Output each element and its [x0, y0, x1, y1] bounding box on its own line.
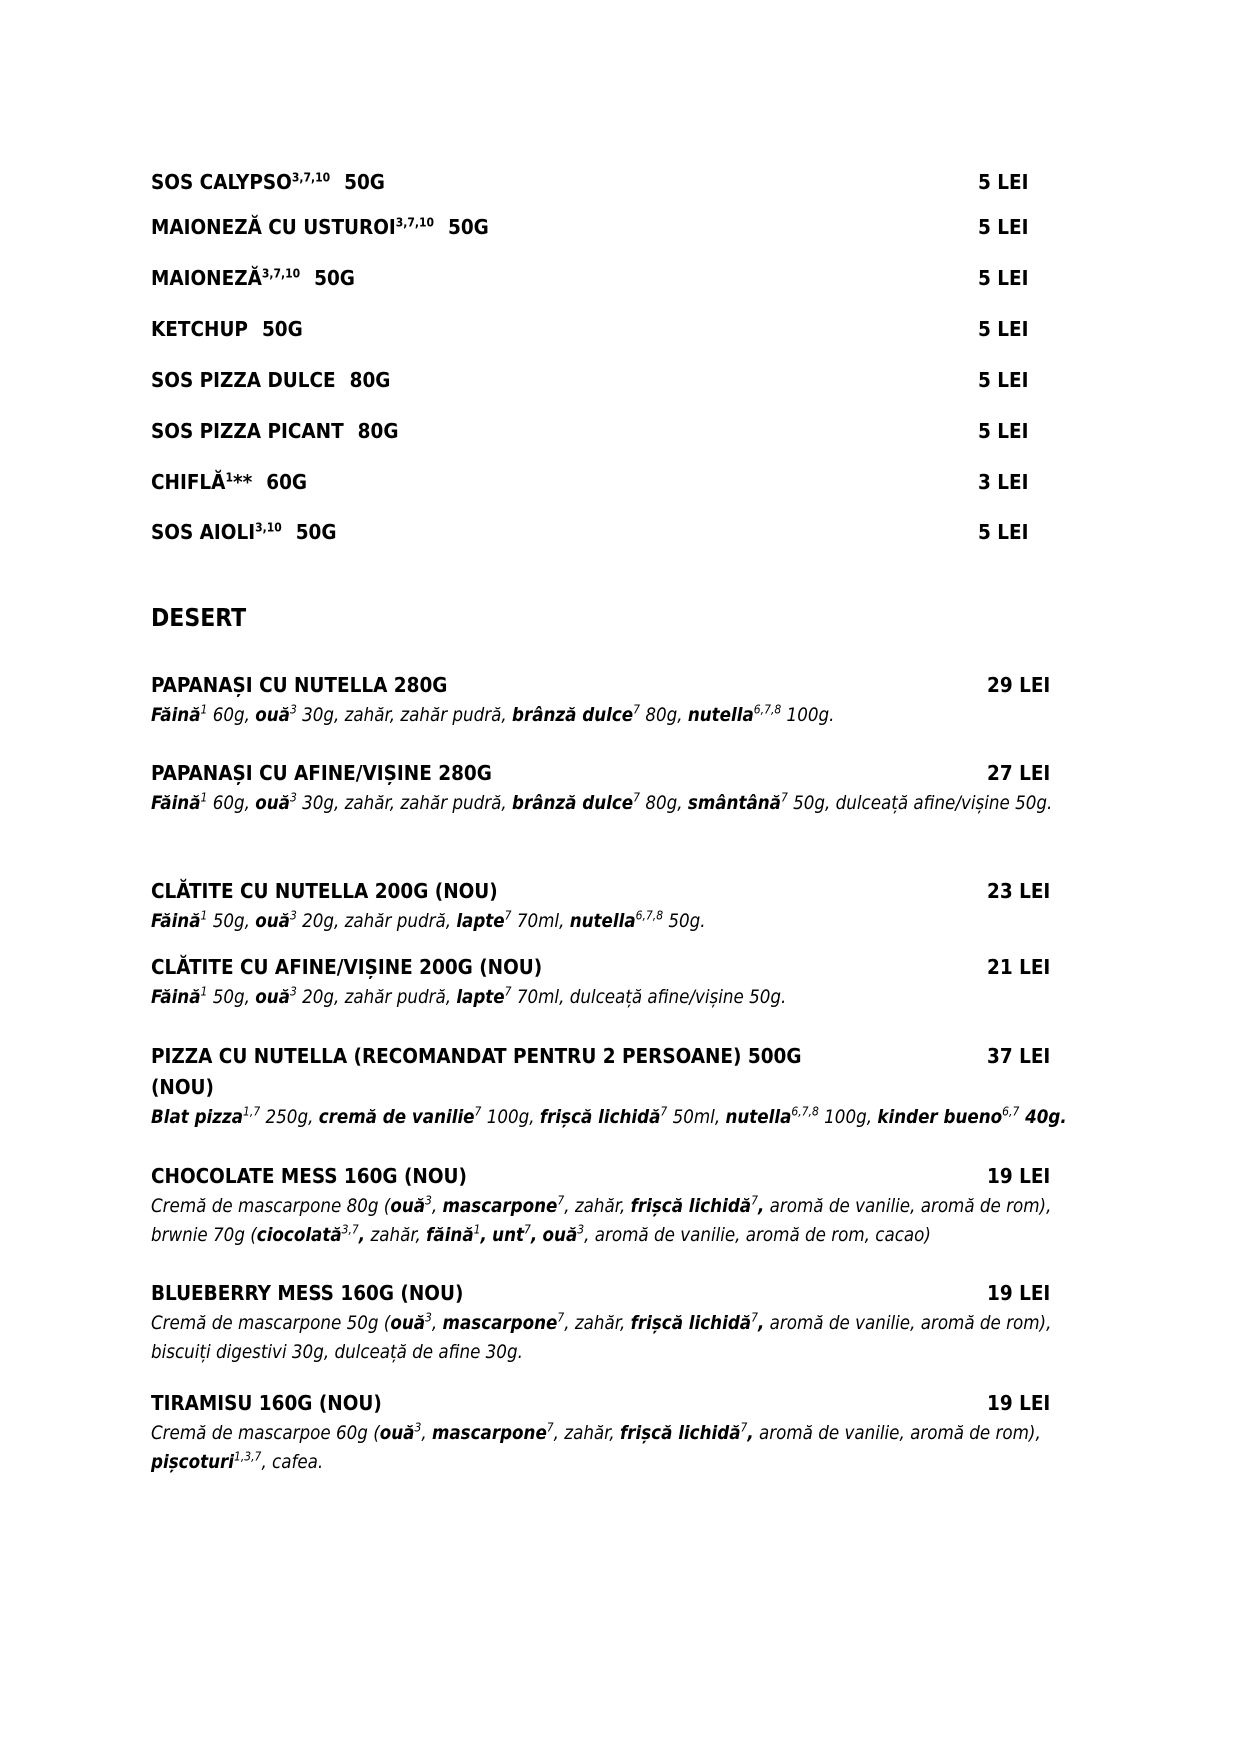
allergen-code: 3: [577, 1222, 585, 1237]
ingredient-text: 70ml,: [511, 911, 570, 932]
allergen-code: 6,7: [1002, 1104, 1020, 1119]
ingredient-allergen: ouă: [390, 1313, 426, 1334]
ingredient-text: ,: [431, 1313, 443, 1334]
ingredient-allergen: făină: [426, 1225, 474, 1246]
ingredient-allergen: ,: [530, 1225, 538, 1246]
ingredient-text: aromă de vanilie, aromă de rom),: [753, 1423, 1041, 1444]
dessert-price: 29 LEI: [987, 673, 1051, 697]
ingredient-text: aromă de vanilie, aromă de rom), brwnie 70g (: [151, 1196, 1052, 1246]
dessert-description: [151, 907, 1091, 936]
dessert-name: CLĂTITE CU NUTELLA 200G (NOU): [151, 879, 498, 903]
allergen-code: 7: [524, 1222, 531, 1237]
dessert-name-continued: (NOU): [151, 1075, 214, 1099]
ingredient-allergen: ouă: [542, 1225, 578, 1246]
ingredient-allergen: frișcă lichidă: [630, 1313, 752, 1334]
ingredient-allergen: ,: [757, 1196, 765, 1217]
allergen-code: 7: [780, 790, 788, 805]
ingredient-text: 80g,: [640, 793, 688, 814]
allergen-code: 7: [474, 1104, 482, 1119]
dessert-name: CLĂTITE CU AFINE/VIȘINE 200G (NOU): [151, 955, 543, 979]
ingredient-allergen: Făină: [151, 987, 201, 1008]
ingredient-allergen: ouă: [255, 705, 290, 726]
sauce-name: SOS PIZZA PICANT 80G: [151, 419, 399, 443]
sauce-name: SOS PIZZA DULCE 80G: [151, 368, 391, 392]
allergen-code: 7: [633, 702, 641, 717]
allergen-code: 3: [414, 1420, 422, 1435]
sauce-name: MAIONEZĂ$^{3,7,10}$ 50G: [151, 266, 355, 290]
ingredient-text: ,: [421, 1423, 432, 1444]
ingredient-text: 50g,: [207, 987, 256, 1008]
allergen-code: 7: [504, 984, 512, 999]
allergen-code: 6,7,8: [753, 702, 782, 717]
sauce-name: CHIFLĂ$^1$** 60G: [151, 470, 308, 494]
ingredient-allergen: ouă: [390, 1196, 426, 1217]
sauce-name: SOS CALYPSO$^{3,7,10}$ 50G: [151, 170, 385, 194]
sauce-price: 5 LEI: [978, 317, 1029, 341]
allergen-code: 7: [557, 1193, 565, 1208]
allergen-code: 3: [425, 1310, 432, 1325]
ingredient-allergen: Făină: [151, 911, 201, 932]
section-title-desert: DESERT: [151, 603, 247, 632]
allergen-code: 1: [200, 790, 208, 805]
ingredient-text: , zahăr,: [564, 1196, 631, 1217]
ingredient-text: zahăr,: [365, 1225, 427, 1246]
ingredient-allergen: smântână: [687, 793, 781, 814]
dessert-name: TIRAMISU 160G (NOU): [151, 1391, 382, 1415]
ingredient-allergen: mascarpone: [442, 1196, 558, 1217]
ingredient-text: 80g,: [640, 705, 688, 726]
ingredient-text: ,: [431, 1196, 443, 1217]
ingredient-text: 100g.: [781, 705, 835, 726]
allergen-code: 6,7,8: [791, 1104, 819, 1119]
ingredient-allergen: ,: [480, 1225, 487, 1246]
ingredient-allergen: nutella: [725, 1107, 792, 1128]
ingredient-text: , zahăr,: [564, 1313, 631, 1334]
ingredient-allergen: pișcoturi: [151, 1452, 234, 1473]
ingredient-text: Cremă de mascarpone 80g (: [151, 1196, 391, 1217]
allergen-code: 3: [289, 984, 297, 999]
dessert-name: CHOCOLATE MESS 160G (NOU): [151, 1164, 467, 1188]
allergen-code: 7: [633, 790, 641, 805]
allergen-code: 3: [289, 702, 297, 717]
ingredient-allergen: ,: [747, 1423, 754, 1444]
ingredient-allergen: Făină: [151, 793, 201, 814]
ingredient-text: 20g, zahăr pudră,: [296, 987, 457, 1008]
dessert-price: 19 LEI: [987, 1164, 1051, 1188]
sauce-price: 5 LEI: [978, 215, 1029, 239]
ingredient-text: 250g,: [260, 1107, 319, 1128]
ingredient-text: 60g,: [207, 705, 256, 726]
dessert-price: 27 LEI: [987, 761, 1051, 785]
dessert-name: PIZZA CU NUTELLA (RECOMANDAT PENTRU 2 PERSOANE) 500G: [151, 1044, 802, 1068]
ingredient-allergen: Făină: [151, 705, 201, 726]
allergen-code: 3: [425, 1193, 432, 1208]
ingredient-allergen: ciocolată: [256, 1225, 342, 1246]
dessert-description: [151, 789, 1091, 818]
ingredient-allergen: ouă: [255, 911, 290, 932]
dessert-name: PAPANAȘI CU AFINE/VIȘINE 280G: [151, 761, 492, 785]
ingredient-text: , aromă de vanilie, aromă de rom, cacao): [584, 1225, 931, 1246]
allergen-code: 1,3,7: [233, 1449, 262, 1464]
dessert-name: PAPANAȘI CU NUTELLA 280G: [151, 673, 448, 697]
allergen-code: 1,7: [243, 1104, 261, 1119]
allergen-code: 7: [504, 908, 512, 923]
ingredient-allergen: unt: [492, 1225, 524, 1246]
dessert-description: [151, 1419, 1091, 1477]
ingredient-text: 100g,: [818, 1107, 878, 1128]
allergen-code: 1: [200, 984, 208, 999]
dessert-description: [151, 1103, 1091, 1132]
allergen-code: 7: [751, 1310, 758, 1325]
dessert-price: 37 LEI: [987, 1044, 1051, 1068]
ingredient-text: 60g,: [207, 793, 256, 814]
sauce-name: MAIONEZĂ CU USTUROI$^{3,7,10}$ 50G: [151, 215, 489, 239]
allergen-code: 1: [473, 1222, 481, 1237]
sauce-price: 5 LEI: [978, 520, 1029, 544]
ingredient-text: 20g, zahăr pudră,: [296, 911, 457, 932]
allergen-code: 7: [740, 1420, 748, 1435]
dessert-name: BLUEBERRY MESS 160G (NOU): [151, 1281, 464, 1305]
ingredient-allergen: cremă de vanilie: [318, 1107, 475, 1128]
ingredient-allergen: frișcă lichidă: [619, 1423, 741, 1444]
ingredient-allergen: frișcă lichidă: [539, 1107, 661, 1128]
dessert-description: [151, 1309, 1091, 1367]
ingredient-text: , zahăr,: [553, 1423, 620, 1444]
ingredient-allergen: lapte: [456, 987, 505, 1008]
dessert-price: 23 LEI: [987, 879, 1051, 903]
ingredient-allergen: nutella: [569, 911, 636, 932]
ingredient-allergen: ouă: [255, 793, 290, 814]
sauce-price: 3 LEI: [978, 470, 1029, 494]
ingredient-allergen: 40g.: [1019, 1107, 1067, 1128]
allergen-code: 3: [289, 790, 297, 805]
sauce-name: SOS AIOLI$^{3,10}$ 50G: [151, 520, 337, 544]
ingredient-text: 50g.: [663, 911, 706, 932]
ingredient-allergen: mascarpone: [442, 1313, 558, 1334]
dessert-price: 19 LEI: [987, 1281, 1051, 1305]
ingredient-text: 50g,: [207, 911, 256, 932]
sauce-name: KETCHUP 50G: [151, 317, 303, 341]
ingredient-text: , cafea.: [261, 1452, 324, 1473]
allergen-code: 6,7,8: [635, 908, 664, 923]
ingredient-text: aromă de vanilie, aromă de rom), biscuiți digestivi 30g, dulceață de afine 30g.: [151, 1313, 1052, 1363]
allergen-code: 7: [660, 1104, 668, 1119]
allergen-code: 7: [546, 1420, 554, 1435]
ingredient-allergen: brânză dulce: [511, 793, 634, 814]
dessert-price: 19 LEI: [987, 1391, 1051, 1415]
ingredient-allergen: kinder bueno: [877, 1107, 1003, 1128]
allergen-code: 7: [751, 1193, 758, 1208]
ingredient-allergen: ,: [358, 1225, 366, 1246]
ingredient-allergen: nutella: [687, 705, 754, 726]
allergen-code: 1: [200, 908, 208, 923]
ingredient-allergen: mascarpone: [431, 1423, 547, 1444]
ingredient-allergen: frișcă lichidă: [630, 1196, 752, 1217]
ingredient-allergen: ,: [757, 1313, 765, 1334]
ingredient-text: Cremă de mascarpoe 60g (: [151, 1423, 380, 1444]
dessert-price: 21 LEI: [987, 955, 1051, 979]
ingredient-allergen: lapte: [456, 911, 505, 932]
ingredient-text: 50ml,: [667, 1107, 726, 1128]
ingredient-allergen: brânză dulce: [511, 705, 634, 726]
sauce-price: 5 LEI: [978, 266, 1029, 290]
dessert-description: [151, 983, 1091, 1012]
sauce-price: 5 LEI: [978, 419, 1029, 443]
ingredient-allergen: ouă: [379, 1423, 415, 1444]
ingredient-text: 50g, dulceață afine/vișine 50g.: [787, 793, 1053, 814]
sauce-price: 5 LEI: [978, 368, 1029, 392]
ingredient-text: 70ml, dulceață afine/vișine 50g.: [511, 987, 787, 1008]
ingredient-allergen: Blat pizza: [151, 1107, 244, 1128]
ingredient-text: 30g, zahăr, zahăr pudră,: [296, 705, 512, 726]
ingredient-allergen: ouă: [255, 987, 290, 1008]
ingredient-text: Cremă de mascarpone 50g (: [151, 1313, 391, 1334]
dessert-description: [151, 1192, 1091, 1250]
allergen-code: 3: [289, 908, 297, 923]
allergen-code: 3,7: [341, 1222, 359, 1237]
allergen-code: 1: [200, 702, 208, 717]
allergen-code: 7: [557, 1310, 565, 1325]
ingredient-text: 100g,: [481, 1107, 540, 1128]
sauce-price: 5 LEI: [978, 170, 1029, 194]
dessert-description: [151, 701, 1091, 730]
ingredient-text: 30g, zahăr, zahăr pudră,: [296, 793, 512, 814]
